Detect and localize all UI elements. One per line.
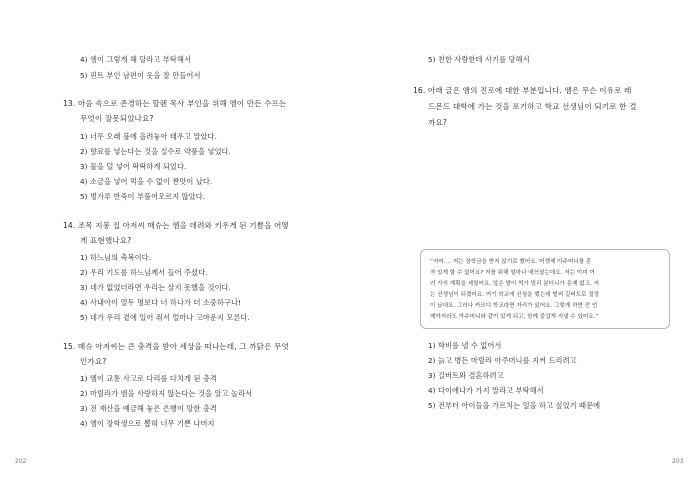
answer-option: 4) 사내아이 열두 명보다 너 하나가 더 소중하구나!	[80, 298, 242, 307]
answer-option: 4) 다이애나가 가지 말라고 부탁해서	[428, 386, 544, 395]
answer-option: 2) 늙고 병든 마릴라 아주머니를 지켜 드리려고	[428, 356, 577, 365]
quote-line: 러 가지 계획을 세웠어요. 앞은 밤이 먹가 빌리 분더니가 문제 없고, 저	[430, 281, 600, 287]
quote-line: 자 있게 할 수 없어요? 저를 위해 얼마나 애쓰셨는데요. 저는 이미 여	[430, 270, 595, 276]
answer-option: 4) 소금을 넣어 먹을 수 없이 짠맛이 났다.	[80, 177, 213, 186]
answer-option: 2) 마릴라가 엠을 사랑하지 않는다는 것을 알고 놀라서	[80, 389, 253, 398]
answer-option: 3) 네가 없었더라면 우리는 살지 못했을 것이다.	[80, 283, 232, 292]
text-line: 무엇이 잘못되었나요?	[80, 114, 154, 123]
answer-option: 3) 전 재산을 예금해 놓은 은행이 망한 충격	[80, 404, 217, 413]
answer-option: 5) 전부터 아이들을 가르치는 일을 하고 싶었기 때문에	[428, 401, 601, 410]
question-14: 14. 조목 지붕 집 아저씨 매슈는 엠을 데려와 키우게 된 기쁨을 어떻	[63, 221, 289, 230]
answer-option: 3) 길버트와 결혼하려고	[428, 371, 504, 380]
text-line: 4) 엠이 그렇게 해 달라고 부탁해서	[80, 55, 192, 64]
answer-option: 2) 향료를 넣는다는 것을 실수로 약품을 넣었다.	[80, 147, 232, 156]
text-line: 5) 핀트 부인 남편이 웃을 잘 만들어서	[80, 71, 201, 80]
answer-option: 1) 학비를 낼 수 없어서	[428, 341, 502, 350]
answer-option: 5) 네가 우리 곁에 있어 줘서 얼마나 고마운지 모른다.	[80, 313, 250, 322]
answer-option: 2) 우리 기도를 하느님께서 들어 주셨다.	[80, 268, 208, 277]
text-line: 드몬드 대학에 가는 것을 포기하고 학교 선생님이 되기로 한 걸	[428, 102, 637, 111]
answer-option: 4) 엠이 장학생으로 뽑혀 너무 기쁜 나머지	[80, 419, 215, 428]
text-line: 까요?	[428, 118, 448, 127]
answer-option: 3) 물을 덜 넣어 딱딱하게 되었다.	[80, 162, 187, 171]
question-13: 13. 마음 속으로 존경하는 할렌 목사 부인을 위해 엠이 만든 수프는	[63, 99, 287, 108]
question-16: 16. 아래 글은 엠의 진로에 대한 부분입니다. 엠은 무슨 이유로 레	[413, 86, 632, 95]
answer-option: 1) 엠이 교통 사고로 다리를 다치게 된 충격	[80, 374, 217, 383]
quote-line: 제까지라도 아주머니와 같이 있게 되고, 함께 즐겁게 지낼 수 있어요.”	[430, 314, 599, 320]
page-number-right: 203	[672, 458, 684, 465]
quote-line: 이 났대요. 그러나 카모디 학교라면 자리가 있어요. 그렇게 하면 전 언	[430, 303, 598, 309]
answer-option: 1) 하느님의 축복이다.	[80, 253, 152, 262]
answer-option: 5) 벙가루 반죽이 부풀어오르지 않았다.	[80, 192, 206, 201]
quote-line: 는 선생님이 되겠어요. 여기 학교에 신청을 했는데 벌써 길버트로 결정	[430, 292, 600, 298]
quote-line: “저어…, 저는 장학금을 받지 않기로 했어요. 어젯제 아주머니를 혼	[430, 259, 592, 265]
text-line: 게 표현했나요?	[80, 236, 132, 245]
answer-option: 5) 친한 사람한테 사기를 당해서	[428, 55, 530, 64]
text-line: 인가요?	[80, 357, 107, 366]
answer-option: 1) 너무 오래 불에 올려놓아 태우고 말았다.	[80, 132, 217, 141]
page-number-left: 202	[15, 458, 27, 465]
question-15: 15. 매슈 아저씨는 큰 충격을 받아 세상을 떠나는데, 그 까닭은 무엇	[63, 342, 289, 351]
